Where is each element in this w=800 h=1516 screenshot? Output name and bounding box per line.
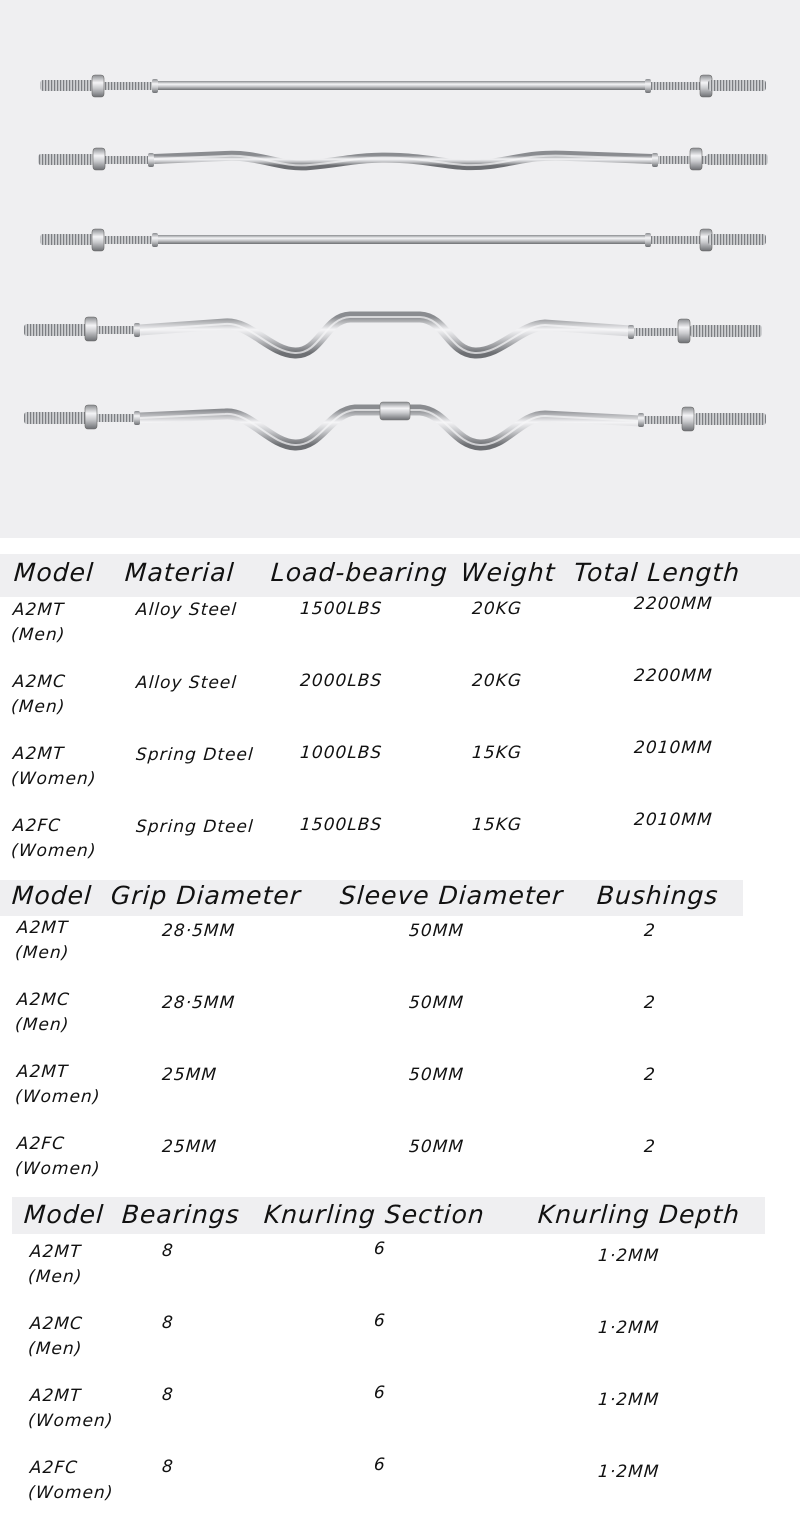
bearings-cell: 8 [161,1385,175,1405]
total-length-cell: 2200MM [633,594,714,614]
model-cell: A2MT (Women) [10,744,98,789]
knurling-section-cell: 6 [373,1383,387,1403]
table2-header-model: Model [10,881,94,910]
grip-diameter-cell: 25MM [161,1137,218,1157]
table3-header-knurling-depth: Knurling Depth [536,1200,742,1229]
model-cell: A2MT (Men) [10,600,67,645]
model-cell: A2MT (Women) [27,1386,115,1431]
grip-diameter-cell: 28·5MM [161,993,236,1013]
product-photo [0,0,800,538]
knurling-depth-cell: 1·2MM [597,1462,661,1482]
bushings-cell: 2 [643,993,657,1013]
sleeve-diameter-cell: 50MM [408,1137,465,1157]
sleeve-diameter-cell: 50MM [408,993,465,1013]
weight-cell: 20KG [471,599,523,619]
table1-header-load-bearing: Load-bearing [269,558,449,587]
table1-header-weight: Weight [459,558,557,587]
table2-header-grip-diameter: Grip Diameter [109,881,303,910]
knurling-depth-cell: 1·2MM [597,1318,661,1338]
material-cell: Alloy Steel [135,673,238,693]
model-cell: A2MC (Men) [27,1314,84,1359]
total-length-cell: 2200MM [633,666,714,686]
super-curl-bar-with-center-collar [24,402,766,445]
bushings-cell: 2 [643,921,657,941]
table1-header-material: Material [123,558,236,587]
knurling-section-cell: 6 [373,1311,387,1331]
material-cell: Alloy Steel [135,600,238,620]
grip-diameter-cell: 28·5MM [161,921,236,941]
total-length-cell: 2010MM [633,810,714,830]
super-curl-bar [24,317,762,353]
knurling-section-cell: 6 [373,1455,387,1475]
load-bearing-cell: 1000LBS [299,743,383,763]
knurling-section-cell: 6 [373,1239,387,1259]
model-cell: A2MT (Women) [14,1062,102,1107]
model-cell: A2MC (Men) [10,672,67,717]
table2-header-bushings: Bushings [595,881,720,910]
grip-diameter-cell: 25MM [161,1065,218,1085]
total-length-cell: 2010MM [633,738,714,758]
material-cell: Spring Dteel [135,745,255,765]
table1-header-total-length: Total Length [572,558,742,587]
weight-cell: 15KG [471,743,523,763]
table3-header-knurling-section: Knurling Section [262,1200,486,1229]
load-bearing-cell: 1500LBS [299,599,383,619]
weight-cell: 20KG [471,671,523,691]
sleeve-diameter-cell: 50MM [408,921,465,941]
load-bearing-cell: 1500LBS [299,815,383,835]
bearings-cell: 8 [161,1313,175,1333]
table1-header-model: Model [12,558,96,587]
model-cell: A2FC (Women) [27,1458,115,1503]
model-cell: A2MC (Men) [14,990,71,1035]
table2-header-sleeve-diameter: Sleeve Diameter [338,881,565,910]
knurling-depth-cell: 1·2MM [597,1390,661,1410]
bearings-cell: 8 [161,1457,175,1477]
model-cell: A2FC (Women) [14,1134,102,1179]
model-cell: A2MT (Men) [14,918,71,963]
load-bearing-cell: 2000LBS [299,671,383,691]
bushings-cell: 2 [643,1137,657,1157]
material-cell: Spring Dteel [135,817,255,837]
weight-cell: 15KG [471,815,523,835]
model-cell: A2MT (Men) [27,1242,84,1287]
table3-header-bearings: Bearings [120,1200,241,1229]
model-cell: A2FC (Women) [10,816,98,861]
table3-header-model: Model [22,1200,106,1229]
knurling-depth-cell: 1·2MM [597,1246,661,1266]
ez-curl-bar [38,148,768,170]
bearings-cell: 8 [161,1241,175,1261]
bushings-cell: 2 [643,1065,657,1085]
sleeve-diameter-cell: 50MM [408,1065,465,1085]
straight-bar-2 [40,229,766,251]
straight-bar-1 [40,75,766,97]
barbells-illustration [0,0,800,538]
